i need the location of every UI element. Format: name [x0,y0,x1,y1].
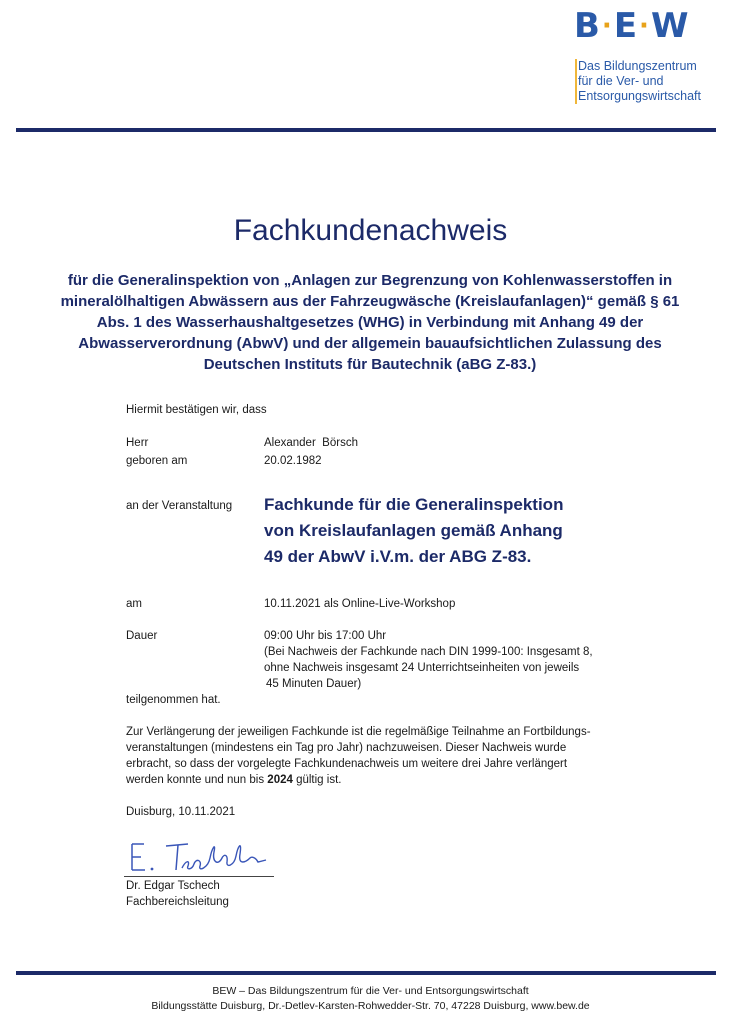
date-value: 10.11.2021 als Online-Live-Workshop [264,598,456,610]
signer-name: Dr. Edgar Tschech [126,880,220,892]
duration-label: Dauer [126,630,158,642]
event-title-line: 49 der AbwV i.V.m. der ABG Z-83. [264,547,532,566]
logo-letter-e: E [613,6,639,46]
footer-address: Bildungsstätte Duisburg, Dr.-Detlev-Karsten-Rohwedder-Str. 70, 47228 Duisburg, www.bew.de [151,1000,590,1012]
logo-line: für die Ver- und [578,74,664,88]
bew-logo-mark [574,8,716,47]
document-title: Fachkundenachweis [233,214,508,247]
signature [124,832,274,877]
bew-logo-text [575,59,716,104]
renewal-text: Zur Verlängerung der jeweiligen Fachkunde ist die regelmäßige Teilnahme an Fortbildungs-veranstaltungen (mindestens ein Tag pro Jahr) nachzuweisen. Dieser Nachweis wurde erbracht, so dass der vorgelegte Fachkundenachweis um weitere drei Jahre verlängert werden konnte und nun bis [126,726,591,786]
event-label: an der Veranstaltung [126,500,233,512]
footer-line: BEW – Das Bildungszentrum für die Ver- und Entsorgungswirtschaft [212,985,529,997]
footer-divider [16,971,716,975]
duration-line: (Bei Nachweis der Fachkunde nach DIN 1999-100: Insgesamt 8, [264,646,593,658]
header-divider [16,128,716,132]
participated-text: teilgenommen hat. [126,694,221,706]
footer [0,984,741,1014]
duration-line: 09:00 Uhr bis 17:00 Uhr [264,630,387,642]
event-title-line: Fachkunde für die Generalinspektion [264,495,564,514]
duration-value [264,628,593,692]
date-label: am [126,598,142,610]
salutation-label: Herr [126,437,149,449]
logo-letter-b: B [574,6,601,46]
logo-letter-w: W [650,6,690,46]
event-title [264,492,644,570]
logo-dot: · [639,11,650,41]
duration-line: 45 Minuten Dauer) [266,678,362,690]
event-title-line: von Kreislaufanlagen gemäß Anhang [264,521,563,540]
intro-text: Hiermit bestätigen wir, dass [126,404,267,416]
renewal-year: 2024 [267,774,293,786]
duration-line: ohne Nachweis insgesamt 24 Unterrichtseinheiten von jeweils [264,662,580,674]
signature-image [124,832,274,876]
signer-role: Fachbereichsleitung [126,896,229,908]
renewal-text-end: gültig ist. [292,774,342,786]
participant-name: Alexander Börsch [264,437,358,449]
logo-line: Entsorgungswirtschaft [578,89,701,103]
document-subtitle: für die Generalinspektion von „Anlagen zur Begrenzung von Kohlenwasserstoffen in mineralölhaltigen Abwässern aus der Fahrzeugwäsche (Kreislaufanlagen)“ gemäß § 61 Abs. 1 des Wasserhaushaltgesetzes (WHG) in Verbindung mit Anhang 49 der Abwasserverordnung (AbwV) und der allgemein bauaufsichtlichen Zulassung des Deutschen Instituts für Bautechnik (aBG Z-83.) [60,272,680,373]
bew-logo [574,8,716,104]
born-label: geboren am [126,455,188,467]
logo-dot: · [601,11,613,41]
place-date: Duisburg, 10.11.2021 [126,806,236,818]
renewal-paragraph [126,724,606,788]
born-value: 20.02.1982 [264,455,322,467]
logo-line: Das Bildungszentrum [578,59,697,73]
